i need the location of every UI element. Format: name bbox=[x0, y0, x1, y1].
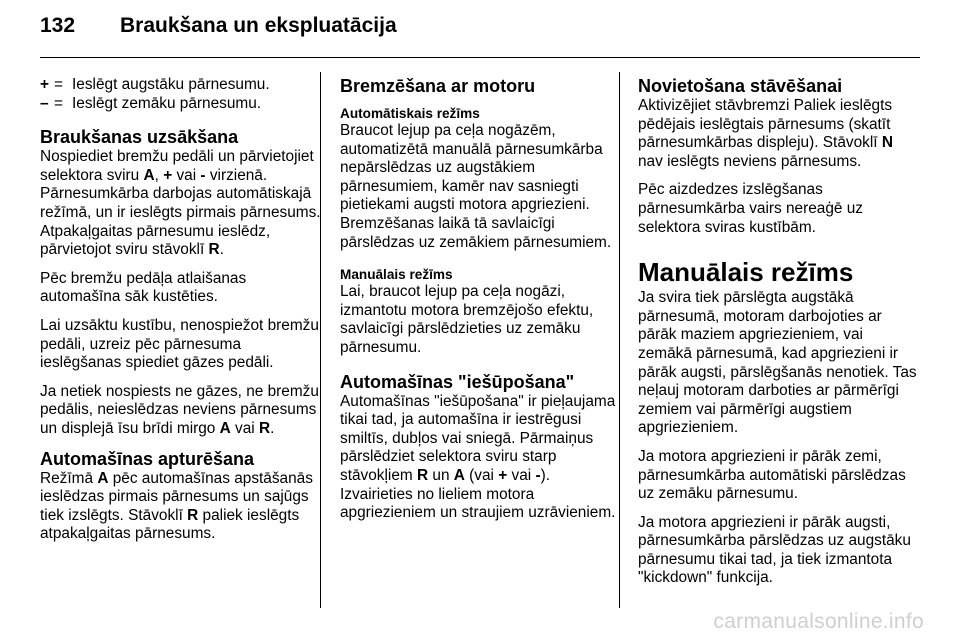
page-number: 132 bbox=[40, 14, 76, 37]
heading-manual-mode: Manuālais režīms bbox=[638, 257, 854, 288]
column-3 bbox=[638, 76, 920, 598]
paragraph-start-4: Ja netiek nospiests ne gāzes, ne bremžu pedālis, neieslēdzas neviens pārnesums un displejā īsu brīdi mirgo A vai R. bbox=[40, 382, 319, 437]
page-header bbox=[40, 14, 397, 38]
heading-parking: Novietošana stāvēšanai bbox=[638, 76, 843, 96]
paragraph-manual-mode: Lai, braucot lejup pa ceļa nogāzi, izmantotu motora bremzējošo efektu, savlaicīgi pārslēdzieties uz zemāku pārnesumu. bbox=[340, 283, 594, 356]
paragraph-parking-1: Aktivizējiet stāvbremzi Paliek ieslēgts pēdējais ieslēgtais pārnesums (skatīt pārnesumkārbas displeju). Stāvoklī N nav ieslēgts neviens pārnesums. bbox=[638, 97, 893, 170]
legend-text: Ieslēgt augstāku pārnesumu. bbox=[72, 76, 270, 93]
heading-rocking: Automašīnas "iešūpošana" bbox=[340, 371, 575, 392]
heading-stop: Automašīnas apturēšana bbox=[40, 448, 255, 469]
header-rule bbox=[40, 57, 920, 58]
paragraph-manual-3: Ja motora apgriezieni ir pārāk augsti, pārnesumkārba pārslēdzas uz augstāku pārnesumu tikai tad, ja tiek izmantota "kickdown" funkcija. bbox=[638, 513, 911, 587]
paragraph-start-1: Nospiediet bremžu pedāli un pārvietojiet selektora sviru A, + vai - virzienā. Pārnesumkārba darbojas automātiskajā režīmā, un ir ieslēgts pirmais pārnesums. Atpakaļgaitas pārnesumu ieslēdz, pārvietojot sviru stāvoklī R. bbox=[40, 148, 321, 259]
heading-start: Braukšanas uzsākšana bbox=[40, 127, 239, 148]
paragraph-auto-mode: Braucot lejup pa ceļa nogāzēm, automatizētā manuālā pārnesumkārba nepārslēdzas uz augstākiem pārnesumiem, kamēr nav sasniegti pietiekami augsti motora apgriezieni. Bremzēšanas laikā tā savlaicīgi pārslēdzas uz zemākiem pārnesumiem. bbox=[340, 122, 612, 251]
legend-eq: = bbox=[54, 94, 63, 112]
chapter-title: Braukšana un ekspluatācija bbox=[120, 14, 397, 37]
paragraph-start-2: Pēc bremžu pedāļa atlaišanas automašīna sāk kustēties. bbox=[40, 269, 247, 306]
legend-eq: = bbox=[54, 76, 63, 93]
legend-upshift bbox=[40, 76, 322, 95]
column-1 bbox=[40, 76, 322, 554]
legend-text: Ieslēgt zemāku pārnesumu. bbox=[72, 94, 262, 112]
paragraph-parking-2: Pēc aizdedzes izslēgšanas pārnesumkārba vairs nereaģē uz selektora sviras kustībām. bbox=[638, 181, 863, 236]
heading-engine-braking: Bremzēšana ar motoru bbox=[340, 76, 536, 96]
legend-downshift bbox=[40, 95, 322, 114]
paragraph-rocking: Automašīnas "iešūpošana" ir pieļaujama tikai tad, ja automašīna ir iestrēgusi smiltīs, dubļos vai sniegā. Pārmaiņus pārslēdziet selektora sviru starp stāvokļiem R un A (vai + vai -). Izvairieties no lieliem motora apgriezieniem un straujiem uzrāvieniem. bbox=[340, 392, 616, 522]
watermark: carmanualsonline.info bbox=[713, 610, 924, 633]
subheading-manual-mode: Manuālais režīms bbox=[340, 267, 453, 283]
paragraph-stop-1: Režīmā A pēc automašīnas apstāšanās ieslēdzas pirmais pārnesums un sajūgs tiek izslēgts. Stāvoklī R paliek ieslēgts atpakaļgaitas pārnesums. bbox=[40, 469, 313, 543]
column-2 bbox=[340, 76, 622, 533]
paragraph-manual-1: Ja svira tiek pārslēgta augstākā pārnesumā, motoram darbojoties ar pārāk maziem apgriezieniem, vai zemākā pārnesumā, kad apgriezieni ir pārāk augsti, pārslēgšanās nenotiek. Tas neļauj motoram darboties ar pārmērīgi zemiem vai pārmērīgi augstiem apgriezieniem. bbox=[638, 289, 917, 437]
subheading-auto-mode: Automātiskais režīms bbox=[340, 106, 480, 121]
paragraph-manual-2: Ja motora apgriezieni ir pārāk zemi, pārnesumkārba automātiski pārslēdzas uz zemāku pārnesumu. bbox=[638, 447, 906, 503]
paragraph-start-3: Lai uzsāktu kustību, nenospiežot bremžu pedāli, uzreiz pēc pārnesuma ieslēgšanas spiediet gāzes pedāli. bbox=[40, 316, 319, 372]
legend-symbol: + bbox=[40, 76, 49, 93]
legend-symbol: – bbox=[40, 94, 49, 112]
